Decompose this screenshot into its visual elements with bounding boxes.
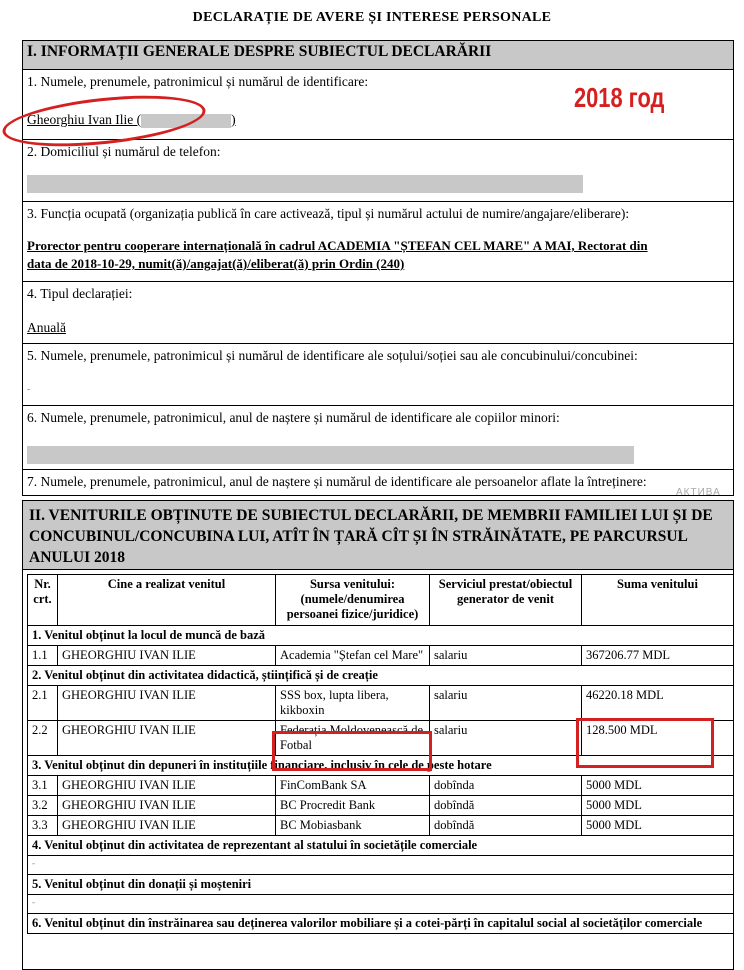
item-5-spouse xyxy=(22,344,734,406)
year-stamp: 2018 год xyxy=(574,82,665,113)
cell-nr: 3.1 xyxy=(28,776,58,796)
col-header-nr: Nr. crt. xyxy=(28,575,58,626)
cell-service: salariu xyxy=(430,686,582,721)
item-2-label: 2. Domiciliul și numărul de telefon: xyxy=(27,144,221,159)
cell-amount: 367206.77 MDL xyxy=(582,646,734,666)
item-5-value: - xyxy=(27,384,31,395)
cell-source: SSS box, lupta libera, kikboxin xyxy=(276,686,430,721)
cell-who: GHEORGHIU IVAN ILIE xyxy=(58,776,276,796)
red-box-amount-annotation xyxy=(576,718,714,768)
item-4-label: 4. Tipul declarației: xyxy=(27,286,133,301)
col-header-who: Cine a realizat venitul xyxy=(58,575,276,626)
item-5-label: 5. Numele, prenumele, patronimicul și numărul de identificare ale soțului/soției sau ale concubinului/concubinei: xyxy=(27,348,638,363)
watermark-text: АКТИВА xyxy=(676,487,721,498)
cell-amount: 46220.18 MDL xyxy=(582,686,734,721)
item-7-dependents xyxy=(22,470,734,496)
section-2-header: II. VENITURILE OBȚINUTE DE SUBIECTUL DECLARĂRII, DE MEMBRII FAMILIEI LUI ȘI DE CONCUBINUL/CONCUBINA LUI, ATÎT ÎN ȚARĂ CÎT ȘI ÎN STRĂINĂTATE, PE PARCURSUL ANULUI 2018 xyxy=(22,500,734,570)
cell-amount: 5000 MDL xyxy=(582,776,734,796)
cell-source: Academia "Ștefan cel Mare" xyxy=(276,646,430,666)
cell-nr: 2.2 xyxy=(28,721,58,756)
table-row xyxy=(28,646,734,666)
empty-row xyxy=(28,856,734,875)
col-header-service: Serviciul prestat/obiectul generator de venit xyxy=(430,575,582,626)
section-1-header: I. INFORMAȚII GENERALE DESPRE SUBIECTUL DECLARĂRII xyxy=(22,40,734,70)
cell-nr: 3.2 xyxy=(28,796,58,816)
item-7-label: 7. Numele, prenumele, patronimicul, anul de naștere și numărul de identificare ale persoanelor aflate la întreținere: xyxy=(27,474,647,489)
redacted-address xyxy=(27,175,583,193)
document-title: DECLARAȚIE DE AVERE ȘI INTERESE PERSONALE xyxy=(192,10,552,25)
cell-who: GHEORGHIU IVAN ILIE xyxy=(58,816,276,836)
table-row xyxy=(28,816,734,836)
item-4-value: Anuală xyxy=(27,320,66,335)
cell-nr: 1.1 xyxy=(28,646,58,666)
col-header-amount: Suma venitului xyxy=(582,575,734,626)
group-6-title: 6. Venitul obținut din înstrăinarea sau deținerea valorilor mobiliare și a cotei-părți în capitalul social al societăților comerciale xyxy=(28,914,734,934)
cell-amount: 5000 MDL xyxy=(582,816,734,836)
cell-amount: 5000 MDL xyxy=(582,796,734,816)
group-row xyxy=(28,914,734,934)
cell-nr: 3.3 xyxy=(28,816,58,836)
cell-source: FinComBank SA xyxy=(276,776,430,796)
item-3-label: 3. Funcția ocupată (organizația publică în care activează, tipul și numărul actului de numire/angajare/eliberare): xyxy=(27,206,630,221)
item-1-value: Gheorghiu Ivan Ilie ( ) xyxy=(27,112,236,127)
cell-who: GHEORGHIU IVAN ILIE xyxy=(58,796,276,816)
table-header-row xyxy=(28,575,734,626)
item-6-label: 6. Numele, prenumele, patronimicul, anul de naștere și numărul de identificare ale copiilor minori: xyxy=(27,410,560,425)
group-row xyxy=(28,875,734,895)
group-row xyxy=(28,626,734,646)
cell-who: GHEORGHIU IVAN ILIE xyxy=(58,646,276,666)
item-3-value-line1: Prorector pentru cooperare internațională în cadrul ACADEMIA "ȘTEFAN CEL MARE" A MAI, Rectorat din xyxy=(27,238,648,253)
group-2-title: 2. Venitul obținut din activitatea didactică, științifică și de creație xyxy=(28,666,734,686)
table-row xyxy=(28,796,734,816)
cell-service: salariu xyxy=(430,721,582,756)
group-5-title: 5. Venitul obținut din donații și moșteniri xyxy=(28,875,734,895)
group-1-title: 1. Venitul obținut la locul de muncă de bază xyxy=(28,626,734,646)
cell-nr: 2.1 xyxy=(28,686,58,721)
col-header-source: Sursa venitului: (numele/denumirea persoanei fizice/juridice) xyxy=(276,575,430,626)
cell-service: dobîndă xyxy=(430,816,582,836)
empty-row xyxy=(28,895,734,914)
group-row xyxy=(28,666,734,686)
red-box-source-annotation xyxy=(272,731,432,771)
group-3-title: 3. Venitul obținut din depuneri în instituțiile financiare, inclusiv în cele de peste hotare xyxy=(28,756,734,776)
group-row xyxy=(28,836,734,856)
table-row xyxy=(28,686,734,721)
cell-who: GHEORGHIU IVAN ILIE xyxy=(58,721,276,756)
group-5-empty: - xyxy=(28,895,734,914)
group-4-empty: - xyxy=(28,856,734,875)
item-1-label: 1. Numele, prenumele, patronimicul și numărul de identificare: xyxy=(27,74,369,89)
cell-source: BC Procredit Bank xyxy=(276,796,430,816)
item-3-position xyxy=(22,202,734,282)
cell-amount: 128.500 MDL xyxy=(582,721,734,756)
redacted-children xyxy=(27,446,634,464)
cell-who: GHEORGHIU IVAN ILIE xyxy=(58,686,276,721)
item-3-value-line2: data de 2018-10-29, numit(ă)/angajat(ă)/eliberat(ă) prin Ordin (240) xyxy=(27,256,405,271)
group-4-title: 4. Venitul obținut din activitatea de reprezentant al statului în societățile comerciale xyxy=(28,836,734,856)
cell-source: BC Mobiasbank xyxy=(276,816,430,836)
cell-service: dobînda xyxy=(430,776,582,796)
cell-service: salariu xyxy=(430,646,582,666)
item-4-declaration-type xyxy=(22,282,734,344)
cell-source: Federația Moldovenească de Fotbal xyxy=(276,721,430,756)
cell-service: dobîndă xyxy=(430,796,582,816)
table-row xyxy=(28,776,734,796)
